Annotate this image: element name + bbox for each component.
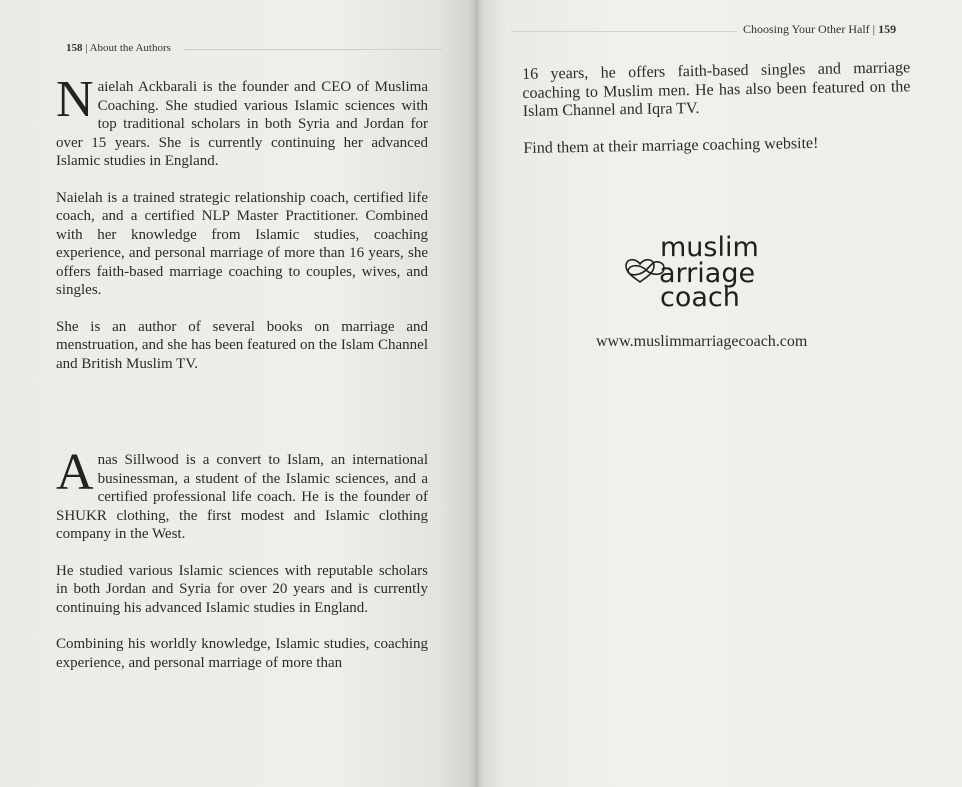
bio-paragraph (56, 444, 428, 544)
drop-cap: N (56, 71, 94, 128)
right-book-title: Choosing Your Other Half (743, 22, 870, 36)
right-header-rule (511, 31, 737, 32)
logo-word-muslim: muslim (660, 232, 759, 263)
bio-paragraph (56, 189, 428, 300)
left-page-header (66, 42, 171, 54)
logo-graphic (622, 230, 792, 310)
website-callout: Find them at their marriage coaching website! (523, 134, 819, 157)
left-section-title: About the Authors (89, 42, 171, 54)
right-page-header (743, 22, 896, 37)
paragraph-text: He studied various Islamic sciences with reputable scholars in both Jordan and Syria for over 20 years and is currently continuing his advanced Islamic studies in England. (56, 562, 428, 616)
bio-paragraph (56, 318, 428, 374)
right-text-column (522, 59, 912, 176)
muslim-marriage-coach-logo (622, 230, 792, 310)
drop-cap: A (56, 444, 94, 501)
logo-word-marriage: arriage (659, 258, 756, 289)
left-text-column (56, 71, 428, 690)
paragraph-text: Combining his worldly knowledge, Islamic studies, coaching experience, and personal marriage of more than (56, 636, 428, 671)
left-header-separator: | (82, 42, 90, 54)
logo-word-coach: coach (660, 282, 740, 310)
right-header-separator: | (869, 22, 879, 36)
book-gutter (470, 0, 484, 787)
paragraph-text: nas Sillwood is a convert to Islam, an international businessman, a student of the Islamic sciences, and a certified professional life coach. He is the founder of SHUKR clothing, the first modest and Islamic clothing company in the West. (56, 452, 428, 542)
paragraph-text: Naielah is a trained strategic relationship coach, certified life coach, and a certified NLP Master Practitioner. Combined with her knowledge from Islamic studies, coaching experience, and personal marriage of more than 16 years, she offers faith-based marriage coaching to couples, wives, and singles. (56, 189, 428, 298)
website-url: www.muslimmarriagecoach.com (596, 333, 808, 350)
left-page (0, 0, 478, 787)
left-header-rule (184, 49, 442, 50)
bio-paragraph (56, 71, 428, 171)
paragraph-text: aielah Ackbarali is the founder and CEO of Muslima Coaching. She studied various Islamic sciences with top traditional scholars in both Syria and Jordan for over 15 years. She is currently continuing her advanced Islamic studies in England. (56, 79, 428, 169)
bio-paragraph: 16 years, he offers faith-based singles and marriage coaching to Muslim men. He has also been featured on the Islam Channel and Iqra TV. (522, 59, 911, 120)
right-page-number: 159 (878, 22, 897, 36)
paragraph-text: She is an author of several books on marriage and menstruation, and she has been featured on the Islam Channel and British Muslim TV. (56, 318, 428, 372)
bio-paragraph (56, 562, 428, 618)
bio-paragraph (56, 635, 428, 672)
section-gap (56, 391, 428, 451)
left-page-number: 158 (66, 42, 83, 54)
